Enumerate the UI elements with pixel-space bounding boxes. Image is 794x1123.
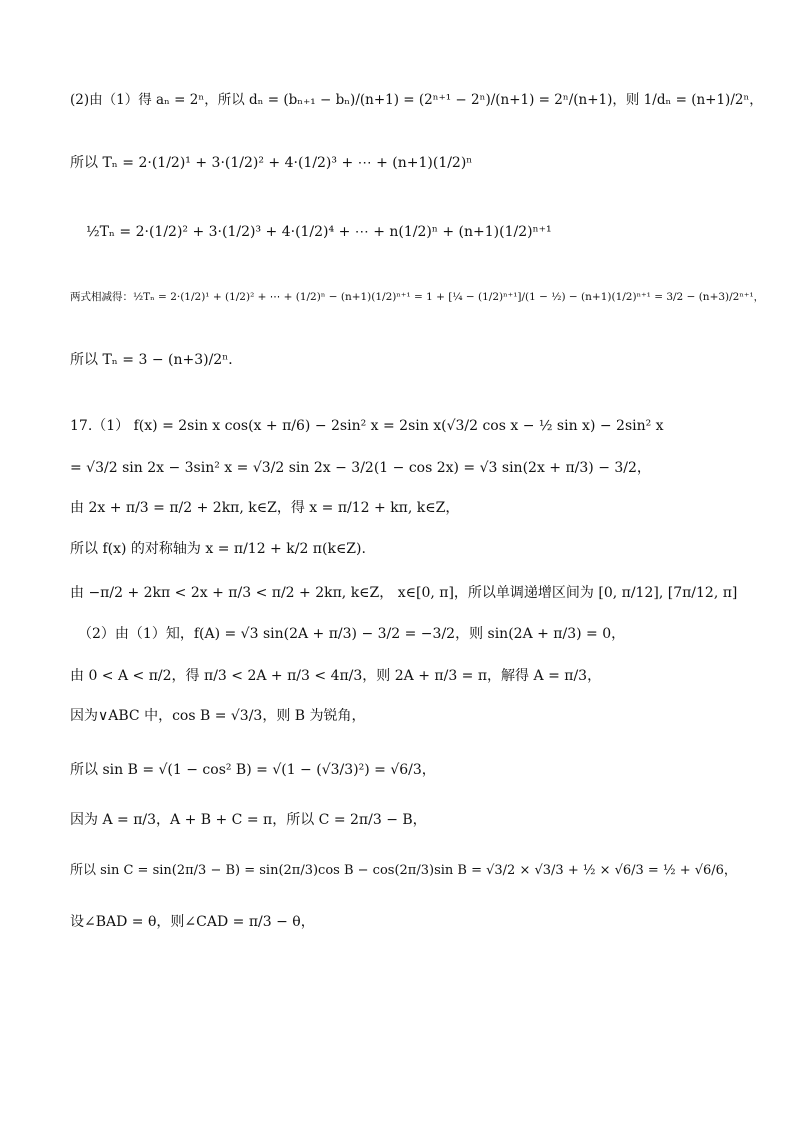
- text-line-1: (2)由（1）得 aₙ = 2ⁿ，所以 dₙ = (bₙ₊₁ − bₙ)/(n+1) = (2ⁿ⁺¹ − 2ⁿ)/(n+1) = 2ⁿ/(n+1)，则 1/dₙ = (n+1)/2ⁿ，: [70, 92, 763, 108]
- text-line-2: 所以 Tₙ = 2·(1/2)¹ + 3·(1/2)² + 4·(1/2)³ + ⋯ + (n+1)(1/2)ⁿ: [70, 155, 473, 171]
- text-line-6: 17.（1） f(x) = 2sin x cos(x + π/6) − 2sin² x = 2sin x(√3/2 cos x − ½ sin x) − 2sin² x: [70, 418, 664, 434]
- text-line-15: 因为 A = π/3，A + B + C = π，所以 C = 2π/3 − B，: [70, 812, 427, 828]
- text-line-16: 所以 sin C = sin(2π/3 − B) = sin(2π/3)cos B − cos(2π/3)sin B = √3/2 × √3/3 + ½ × √6/3 = ½ + √6/6，: [70, 863, 737, 878]
- text-line-8: 由 2x + π/3 = π/2 + 2kπ, k∈Z，得 x = π/12 + kπ, k∈Z，: [70, 500, 460, 516]
- text-line-17: 设∠BAD = θ，则∠CAD = π/3 − θ，: [70, 914, 315, 930]
- text-line-13: 因为∨ABC 中，cos B = √3/3，则 B 为锐角，: [70, 708, 366, 724]
- text-line-3: ½Tₙ = 2·(1/2)² + 3·(1/2)³ + 4·(1/2)⁴ + ⋯ + n(1/2)ⁿ + (n+1)(1/2)ⁿ⁺¹: [86, 224, 552, 240]
- text-line-9: 所以 f(x) 的对称轴为 x = π/12 + k/2 π(k∈Z).: [70, 541, 366, 557]
- text-line-11: （2）由（1）知，f(A) = √3 sin(2A + π/3) − 3/2 = −3/2，则 sin(2A + π/3) = 0，: [78, 626, 626, 642]
- text-line-14: 所以 sin B = √(1 − cos² B) = √(1 − (√3/3)²) = √6/3，: [70, 762, 436, 778]
- text-line-4: 两式相减得：½Tₙ = 2·(1/2)¹ + (1/2)² + ⋯ + (1/2)ⁿ − (n+1)(1/2)ⁿ⁺¹ = 1 + [¼ − (1/2)ⁿ⁺¹]/(1 − ½) − (n+1)(1/2)ⁿ⁺¹ = 3/2 − (n+3)/2ⁿ⁺¹，: [70, 291, 765, 303]
- text-line-10: 由 −π/2 + 2kπ < 2x + π/3 < π/2 + 2kπ, k∈Z， x∈[0, π]，所以单调递增区间为 [0, π/12], [7π/12, π]: [70, 585, 738, 601]
- text-line-12: 由 0 < A < π/2，得 π/3 < 2A + π/3 < 4π/3，则 2A + π/3 = π，解得 A = π/3，: [70, 668, 602, 684]
- text-line-7: = √3/2 sin 2x − 3sin² x = √3/2 sin 2x − 3/2(1 − cos 2x) = √3 sin(2x + π/3) − 3/2，: [70, 460, 651, 476]
- text-line-5: 所以 Tₙ = 3 − (n+3)/2ⁿ．: [70, 352, 243, 368]
